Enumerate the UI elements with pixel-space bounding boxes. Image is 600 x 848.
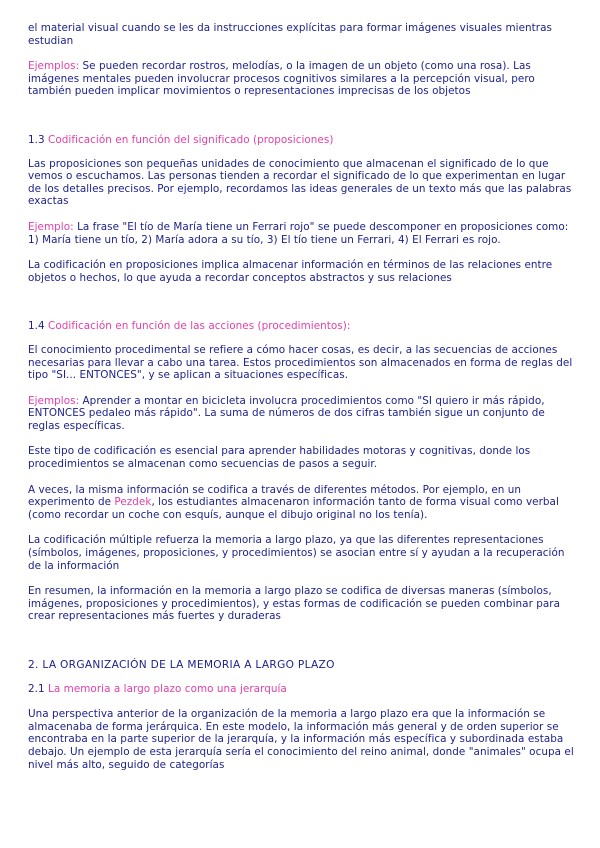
example-label: Ejemplos:	[28, 60, 80, 73]
section-heading-2: 2. LA ORGANIZACIÓN DE LA MEMORIA A LARGO PLAZO	[28, 659, 335, 671]
section-number: 2.1	[28, 682, 45, 695]
example-text: Aprender a montar en bicicleta involucra procedimientos como "SI quiero ir más rápido, ENTONCES pedaleo más rápido". La suma de números de dos cifras también sigue un conjunto de reglas específicas.	[28, 394, 545, 432]
paragraph-procedural-coding: Este tipo de codificación es esencial para aprender habilidades motoras y cognitivas, donde los procedimientos se almacenan como secuencias de pasos a seguir.	[28, 445, 531, 471]
example-paragraph-propositions	[28, 221, 578, 246]
paragraph-procedural: El conocimiento procedimental se refiere a cómo hacer cosas, es decir, a las secuencias de acciones necesarias para llevar a cabo una tarea. Estos procedimientos son almacenados en forma de reglas del tipo "SI... ENTONCES", y se aplican a situaciones específicas.	[28, 343, 573, 382]
paragraph-summary: En resumen, la información en la memoria a largo plazo se codifica de diversas maneras (símbolos, imágenes, proposiciones y procedimientos), y estas formas de codificación se pueden combinar para crear representaciones más fuertes y duraderas	[28, 585, 561, 623]
section-title: La memoria a largo plazo como una jerarquía	[44, 682, 287, 695]
paragraph-pezdek: A veces, la misma información se codifica a través de diferentes métodos. Por ejemplo, en un experimento de Pezdek, los estudiantes almacenaron información tanto de forma visual como verbal (como recordar un coche con esquís, aunque el dibujo original no los tenía).	[28, 483, 559, 521]
paragraph-hierarchy: Una perspectiva anterior de la organización de la memoria a largo plazo era que la información se almacenaba de forma jerárquica. En este modelo, la información más general y de orden superior se encontraba en la parte superior de la jerarquía, y la información más específica y subordinada estaba debajo. Un ejemplo de esta jerarquía sería el conocimiento del reino animal, donde "animales" ocupa el nivel más alto, seguido de categorías	[28, 708, 574, 771]
section-heading-1-4	[28, 320, 578, 333]
section-number: 1.3	[28, 133, 45, 146]
section-heading-2-1	[28, 683, 578, 696]
section-title: Codificación en función del significado (proposiciones)	[44, 133, 334, 146]
section-title: Codificación en función de las acciones (procedimientos):	[44, 320, 351, 333]
author-name: Pezdek	[114, 496, 152, 509]
example-text: Se pueden recordar rostros, melodías, o la imagen de un objeto (como una rosa). Las imágenes mentales pueden involucrar procesos cognitivos similares a la percepción visual, pero también pueden implicar movimientos o representaciones imprecisas de los objetos	[28, 60, 535, 98]
example-text: La frase "El tío de María tiene un Ferrari rojo" se puede descomponer en proposiciones como: 1) María tiene un tío, 2) María adora a su tío, 3) El tío tiene un Ferrari, 4) El Ferrari es rojo.	[28, 220, 569, 246]
paragraph-multiple-coding: La codificación múltiple refuerza la memoria a largo plazo, ya que las diferentes representaciones (símbolos, imágenes, proposiciones, y procedimientos) se asocian entre sí y ayudan a la recuperación de la información	[28, 534, 565, 572]
example-label: Ejemplos:	[28, 394, 80, 407]
paragraph-propositions-coding: La codificación en proposiciones implica almacenar información en términos de las relaciones entre objetos o hechos, lo que ayuda a recordar conceptos abstractos y sus relaciones	[28, 259, 553, 284]
paragraph-propositions: Las proposiciones son pequeñas unidades de conocimiento que almacenan el significado de lo que vemos o escuchamos. Las personas tienden a recordar el significado de lo que experimentan en lugar de los detalles precisos. Por ejemplo, recordamos las ideas generales de un texto más que las palabras exactas	[28, 157, 572, 208]
example-paragraph-procedures	[28, 395, 578, 433]
section-number: 1.4	[28, 320, 45, 333]
example-label: Ejemplo:	[28, 220, 74, 233]
example-paragraph-images	[28, 60, 578, 98]
section-heading-1-3	[28, 134, 578, 147]
intro-paragraph: el material visual cuando se les da instrucciones explícitas para formar imágenes visuales mientras estudian	[28, 22, 552, 47]
